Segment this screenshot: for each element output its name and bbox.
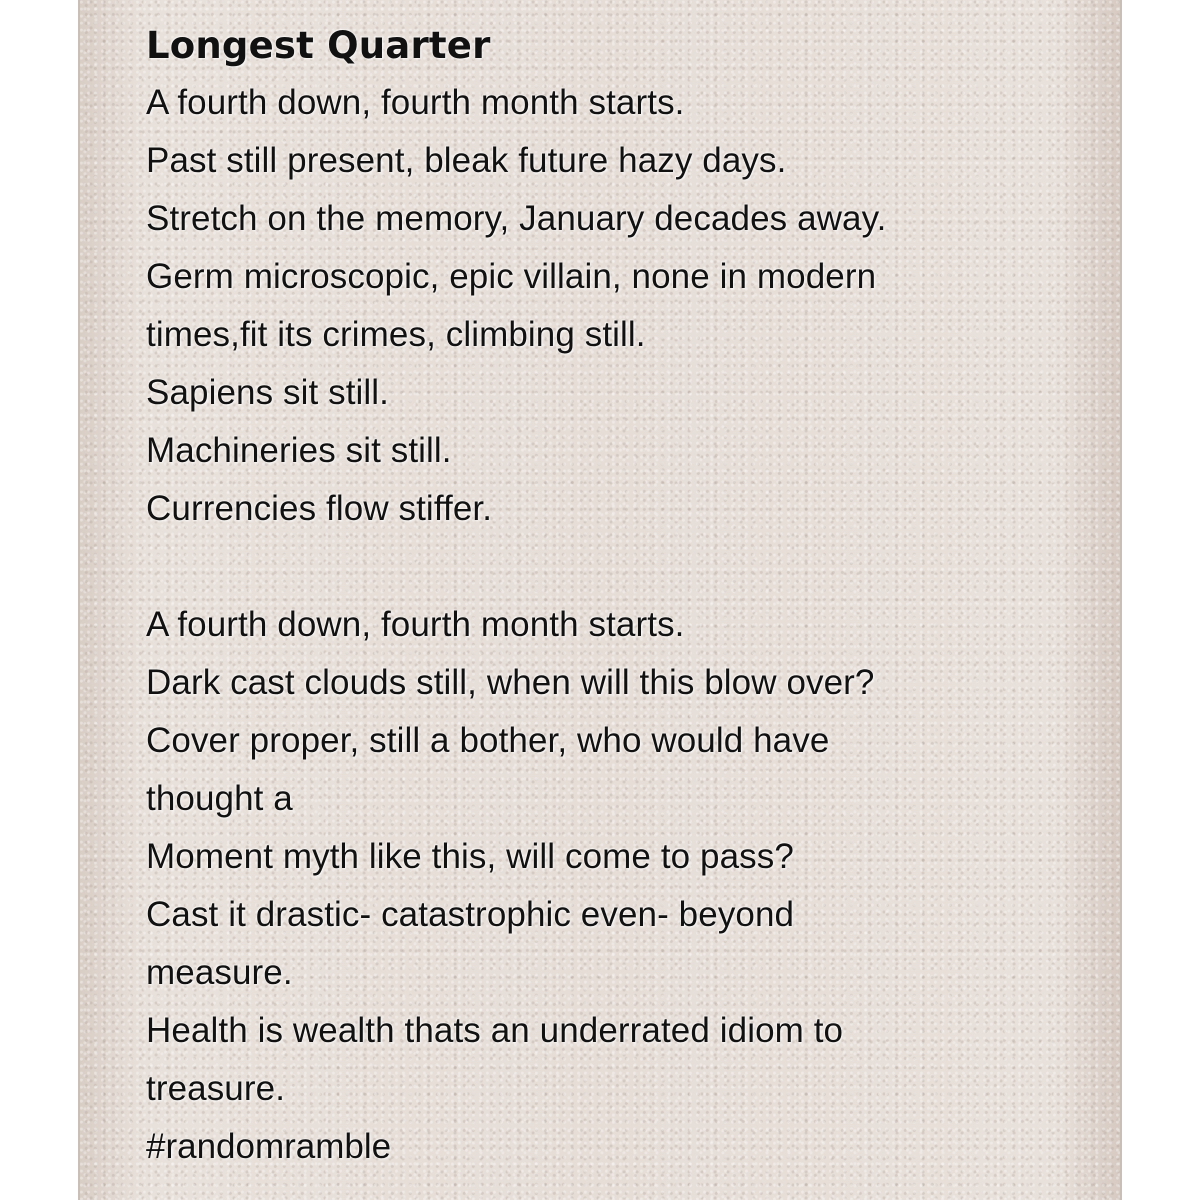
stanza-2	[146, 596, 1106, 1176]
stanza-1	[146, 74, 1106, 538]
poem-line: A fourth down, fourth month starts.	[146, 605, 685, 644]
poem-line: A fourth down, fourth month starts.	[146, 83, 685, 122]
poem-line: thought a	[146, 779, 293, 818]
poem-line: Moment myth like this, will come to pass?	[146, 837, 794, 876]
hashtag: #randomramble	[146, 1127, 392, 1166]
poem-line: Sapiens sit still.	[146, 373, 390, 412]
poem-line: treasure.	[146, 1069, 286, 1108]
poem-line: Past still present, bleak future hazy days.	[146, 141, 787, 180]
poem-line: Stretch on the memory, January decades away.	[146, 199, 887, 238]
poem-title: Longest Quarter	[146, 24, 491, 67]
poem-line: Currencies flow stiffer.	[146, 489, 493, 528]
poem-line: Machineries sit still.	[146, 431, 452, 470]
poem-line: Cast it drastic- catastrophic even- beyond	[146, 895, 795, 934]
poem-line: measure.	[146, 953, 293, 992]
poem-line: times,fit its crimes, climbing still.	[146, 315, 646, 354]
poem-line: Health is wealth thats an underrated idiom to	[146, 1011, 844, 1050]
poem-line: Germ microscopic, epic villain, none in modern	[146, 257, 877, 296]
poem-line: Dark cast clouds still, when will this blow over?	[146, 663, 875, 702]
textured-paper-background	[78, 0, 1122, 1200]
poem-line: Cover proper, still a bother, who would have	[146, 721, 830, 760]
poem	[146, 18, 1106, 1176]
